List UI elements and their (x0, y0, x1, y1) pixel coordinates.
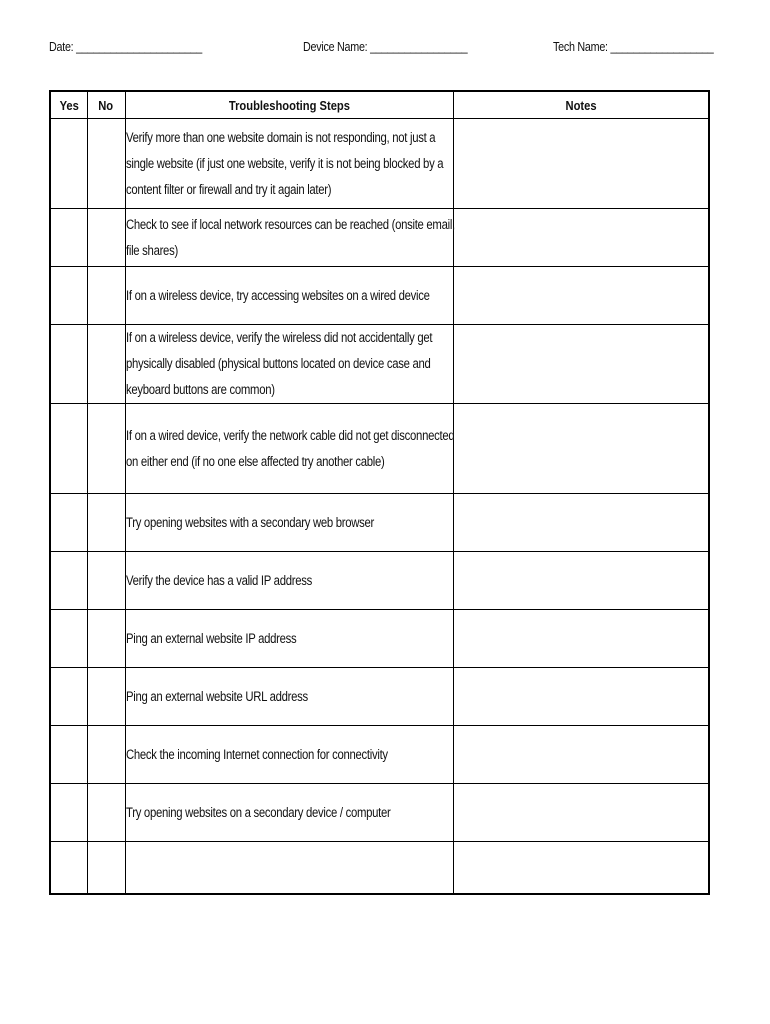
notes-cell[interactable] (453, 842, 709, 894)
troubleshooting-step-cell (125, 784, 453, 842)
troubleshooting-step-cell (125, 552, 453, 610)
no-checkbox-cell[interactable] (87, 267, 125, 325)
troubleshooting-step-cell (125, 494, 453, 552)
table-row (50, 267, 709, 325)
step-text: Ping an external website IP address (125, 630, 296, 646)
no-checkbox-cell[interactable] (87, 404, 125, 494)
table-row (50, 552, 709, 610)
no-checkbox-cell[interactable] (87, 209, 125, 267)
table-row (50, 784, 709, 842)
notes-cell[interactable] (453, 404, 709, 494)
troubleshooting-step-cell (125, 668, 453, 726)
no-checkbox-cell[interactable] (87, 494, 125, 552)
step-text: If on a wireless device, verify the wireless did not accidentally get physically disabled (physical buttons located on device case and keyboard buttons are common) (125, 330, 432, 397)
yes-checkbox-cell[interactable] (50, 325, 87, 404)
yes-checkbox-cell[interactable] (50, 784, 87, 842)
yes-checkbox-cell[interactable] (50, 552, 87, 610)
step-text: Try opening websites with a secondary web browser (125, 514, 374, 530)
yes-checkbox-cell[interactable] (50, 267, 87, 325)
column-header-yes: Yes (50, 91, 87, 119)
troubleshooting-step-cell (125, 119, 453, 209)
troubleshooting-step-cell (125, 267, 453, 325)
troubleshooting-step-cell (125, 209, 453, 267)
troubleshooting-checklist-table (49, 90, 710, 895)
notes-cell[interactable] (453, 209, 709, 267)
no-checkbox-cell[interactable] (87, 668, 125, 726)
table-row (50, 842, 709, 894)
troubleshooting-step-cell (125, 610, 453, 668)
no-checkbox-cell[interactable] (87, 726, 125, 784)
notes-cell[interactable] (453, 726, 709, 784)
table-row (50, 119, 709, 209)
troubleshooting-step-cell (125, 404, 453, 494)
step-text: Check the incoming Internet connection for connectivity (125, 746, 388, 762)
yes-checkbox-cell[interactable] (50, 209, 87, 267)
notes-cell[interactable] (453, 325, 709, 404)
no-checkbox-cell[interactable] (87, 119, 125, 209)
notes-cell[interactable] (453, 552, 709, 610)
no-checkbox-cell[interactable] (87, 552, 125, 610)
table-row (50, 610, 709, 668)
notes-cell[interactable] (453, 119, 709, 209)
step-text: If on a wired device, verify the network cable did not get disconnected on either end (if no one else affected try another cable) (125, 427, 454, 469)
troubleshooting-step-cell (125, 325, 453, 404)
no-checkbox-cell[interactable] (87, 842, 125, 894)
notes-cell[interactable] (453, 784, 709, 842)
table-header-row (50, 91, 709, 119)
device-name-field[interactable]: Device Name: _________________ (303, 40, 468, 54)
column-header-no: No (87, 91, 125, 119)
table-row (50, 726, 709, 784)
yes-checkbox-cell[interactable] (50, 494, 87, 552)
step-text: Try opening websites on a secondary device / computer (125, 804, 391, 820)
step-text: Ping an external website URL address (125, 688, 308, 704)
column-header-steps: Troubleshooting Steps (125, 91, 453, 119)
step-text: Check to see if local network resources can be reached (onsite email, file shares) (125, 216, 455, 258)
troubleshooting-step-cell (125, 726, 453, 784)
step-text: If on a wireless device, try accessing websites on a wired device (125, 287, 430, 303)
column-header-notes: Notes (453, 91, 709, 119)
no-checkbox-cell[interactable] (87, 610, 125, 668)
step-text: Verify more than one website domain is not responding, not just a single website (if just one website, verify it is not being blocked by a content filter or firewall and try it again later) (125, 129, 443, 197)
notes-cell[interactable] (453, 610, 709, 668)
table-row (50, 668, 709, 726)
no-checkbox-cell[interactable] (87, 325, 125, 404)
yes-checkbox-cell[interactable] (50, 842, 87, 894)
notes-cell[interactable] (453, 668, 709, 726)
date-field[interactable]: Date: ______________________ (49, 40, 202, 54)
no-checkbox-cell[interactable] (87, 784, 125, 842)
table-row (50, 494, 709, 552)
yes-checkbox-cell[interactable] (50, 610, 87, 668)
notes-cell[interactable] (453, 494, 709, 552)
yes-checkbox-cell[interactable] (50, 668, 87, 726)
yes-checkbox-cell[interactable] (50, 119, 87, 209)
troubleshooting-step-cell (125, 842, 453, 894)
notes-cell[interactable] (453, 267, 709, 325)
table-row (50, 325, 709, 404)
yes-checkbox-cell[interactable] (50, 726, 87, 784)
table-row (50, 209, 709, 267)
step-text: Verify the device has a valid IP address (125, 572, 312, 588)
table-row (50, 404, 709, 494)
tech-name-field[interactable]: Tech Name: __________________ (553, 40, 714, 54)
yes-checkbox-cell[interactable] (50, 404, 87, 494)
